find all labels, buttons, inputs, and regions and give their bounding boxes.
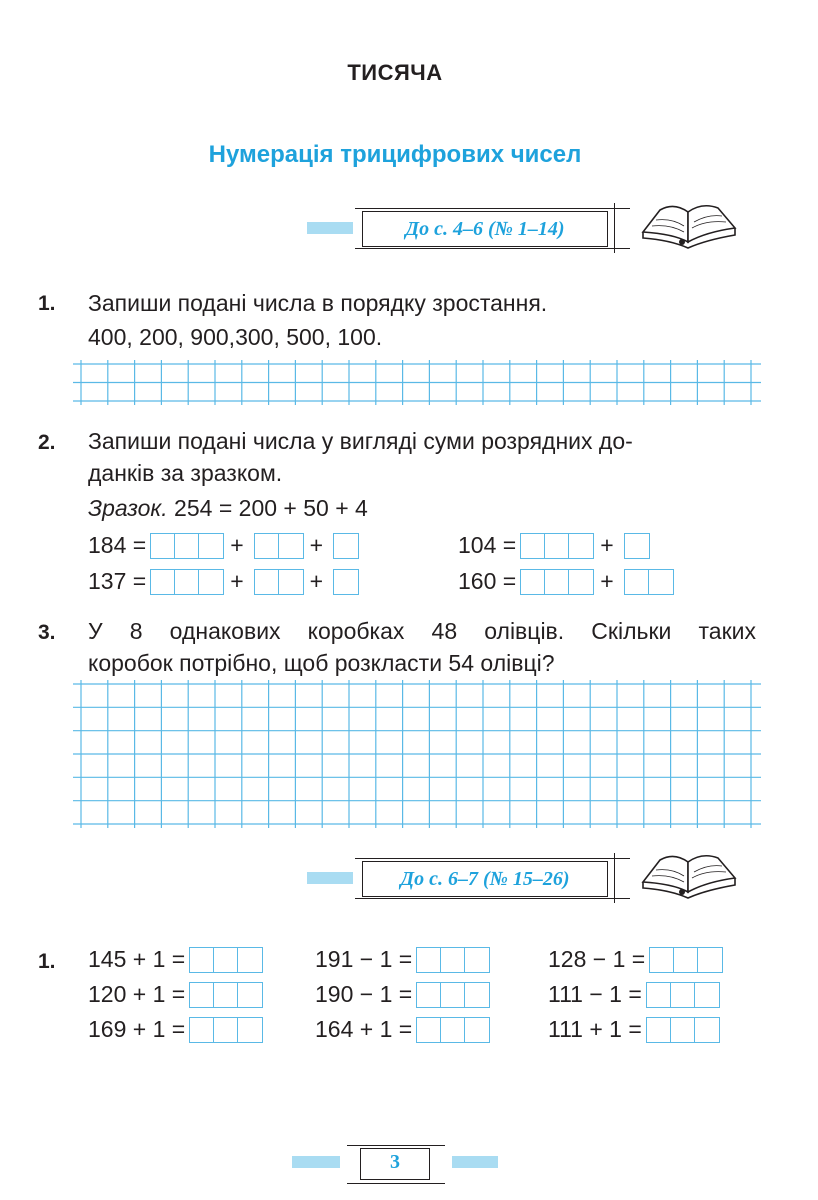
answer-hundreds[interactable] <box>520 533 594 559</box>
task-1-numbers: 400, 200, 900,300, 500, 100. <box>88 324 383 350</box>
task-2-row-184 <box>88 532 359 559</box>
equation-text: 169 + 1 = <box>88 1016 186 1042</box>
answer-units[interactable] <box>333 533 359 559</box>
answer-tens[interactable] <box>254 569 304 595</box>
equation-text: 191 − 1 = <box>315 946 413 972</box>
plus-sign: + <box>230 568 244 594</box>
banner-line-tick <box>614 203 615 253</box>
task-2-line-1: Запиши подані числа у вигляді суми розрядних до- <box>88 428 633 454</box>
open-book-icon <box>640 848 738 900</box>
plus-sign: + <box>600 568 614 594</box>
answer-units[interactable] <box>624 533 650 559</box>
answer-box[interactable] <box>646 982 720 1008</box>
expr-137: 137 = <box>88 568 147 594</box>
reference-label: До с. 6–7 (№ 15–26) <box>362 861 608 897</box>
answer-tens[interactable] <box>624 569 674 595</box>
answer-grid-task-1[interactable] <box>73 360 761 405</box>
answer-box[interactable] <box>646 1017 720 1043</box>
equation-5 <box>315 981 490 1008</box>
footer-bar-right <box>452 1156 498 1168</box>
banner-bar <box>307 222 353 234</box>
task-2-sample <box>88 492 368 525</box>
answer-box[interactable] <box>649 947 723 973</box>
part-2-task-1-number: 1. <box>38 950 56 973</box>
equation-text: 190 − 1 = <box>315 981 413 1007</box>
banner-line-top <box>355 208 630 209</box>
equation-3 <box>88 1016 263 1043</box>
equation-6 <box>315 1016 490 1043</box>
task-2-row-137 <box>88 568 359 595</box>
equation-text: 145 + 1 = <box>88 946 186 972</box>
expr-104: 104 = <box>458 532 517 558</box>
answer-box[interactable] <box>189 947 263 973</box>
task-2-line-2: данків за зразком. <box>88 460 283 486</box>
footer-bar-left <box>292 1156 340 1168</box>
answer-box[interactable] <box>416 1017 490 1043</box>
task-3-line-1: У 8 однакових коробках 48 олівців. Скільки таких <box>88 618 756 644</box>
equation-9 <box>548 1016 720 1043</box>
banner-line-top <box>355 858 630 859</box>
answer-hundreds[interactable] <box>150 533 224 559</box>
task-3-number: 3. <box>38 621 56 644</box>
expr-160: 160 = <box>458 568 517 594</box>
sample-label: Зразок. <box>88 495 168 521</box>
equation-text: 111 + 1 = <box>548 1016 642 1042</box>
equation-8 <box>548 981 720 1008</box>
answer-box[interactable] <box>189 982 263 1008</box>
answer-box[interactable] <box>416 947 490 973</box>
equation-1 <box>88 946 263 973</box>
plus-sign: + <box>600 532 614 558</box>
expr-184: 184 = <box>88 532 147 558</box>
open-book-icon <box>640 198 738 250</box>
equation-2 <box>88 981 263 1008</box>
task-2-row-104 <box>458 532 650 559</box>
banner-line-tick <box>614 853 615 903</box>
answer-hundreds[interactable] <box>150 569 224 595</box>
answer-box[interactable] <box>189 1017 263 1043</box>
task-1-number: 1. <box>38 292 56 315</box>
section-title: Нумерація трицифрових чисел <box>208 141 582 168</box>
reference-label: До с. 4–6 (№ 1–14) <box>362 211 608 247</box>
plus-sign: + <box>309 568 324 594</box>
equation-7 <box>548 946 723 973</box>
task-3-line-2: коробок потрібно, щоб розкласти 54 олівці? <box>88 650 555 676</box>
equation-text: 164 + 1 = <box>315 1016 413 1042</box>
chapter-title: ТИСЯЧА <box>347 60 443 85</box>
answer-tens[interactable] <box>254 533 304 559</box>
banner-line-bottom <box>355 248 630 249</box>
plus-sign: + <box>309 532 324 558</box>
footer-line-bottom <box>347 1183 445 1184</box>
task-2-number: 2. <box>38 431 56 454</box>
footer-line-top <box>347 1145 445 1146</box>
answer-units[interactable] <box>333 569 359 595</box>
equation-text: 111 − 1 = <box>548 981 642 1007</box>
answer-box[interactable] <box>416 982 490 1008</box>
equation-text: 120 + 1 = <box>88 981 186 1007</box>
answer-hundreds[interactable] <box>520 569 594 595</box>
task-1-text: Запиши подані числа в порядку зростання. <box>88 290 548 316</box>
task-2-row-160 <box>458 568 674 595</box>
equation-text: 128 − 1 = <box>548 946 646 972</box>
equation-4 <box>315 946 490 973</box>
plus-sign: + <box>230 532 244 558</box>
page-number: 3 <box>390 1151 400 1173</box>
banner-line-bottom <box>355 898 630 899</box>
sample-expression: 254 = 200 + 50 + 4 <box>167 495 368 521</box>
banner-bar <box>307 872 353 884</box>
answer-grid-task-3[interactable] <box>73 680 761 828</box>
